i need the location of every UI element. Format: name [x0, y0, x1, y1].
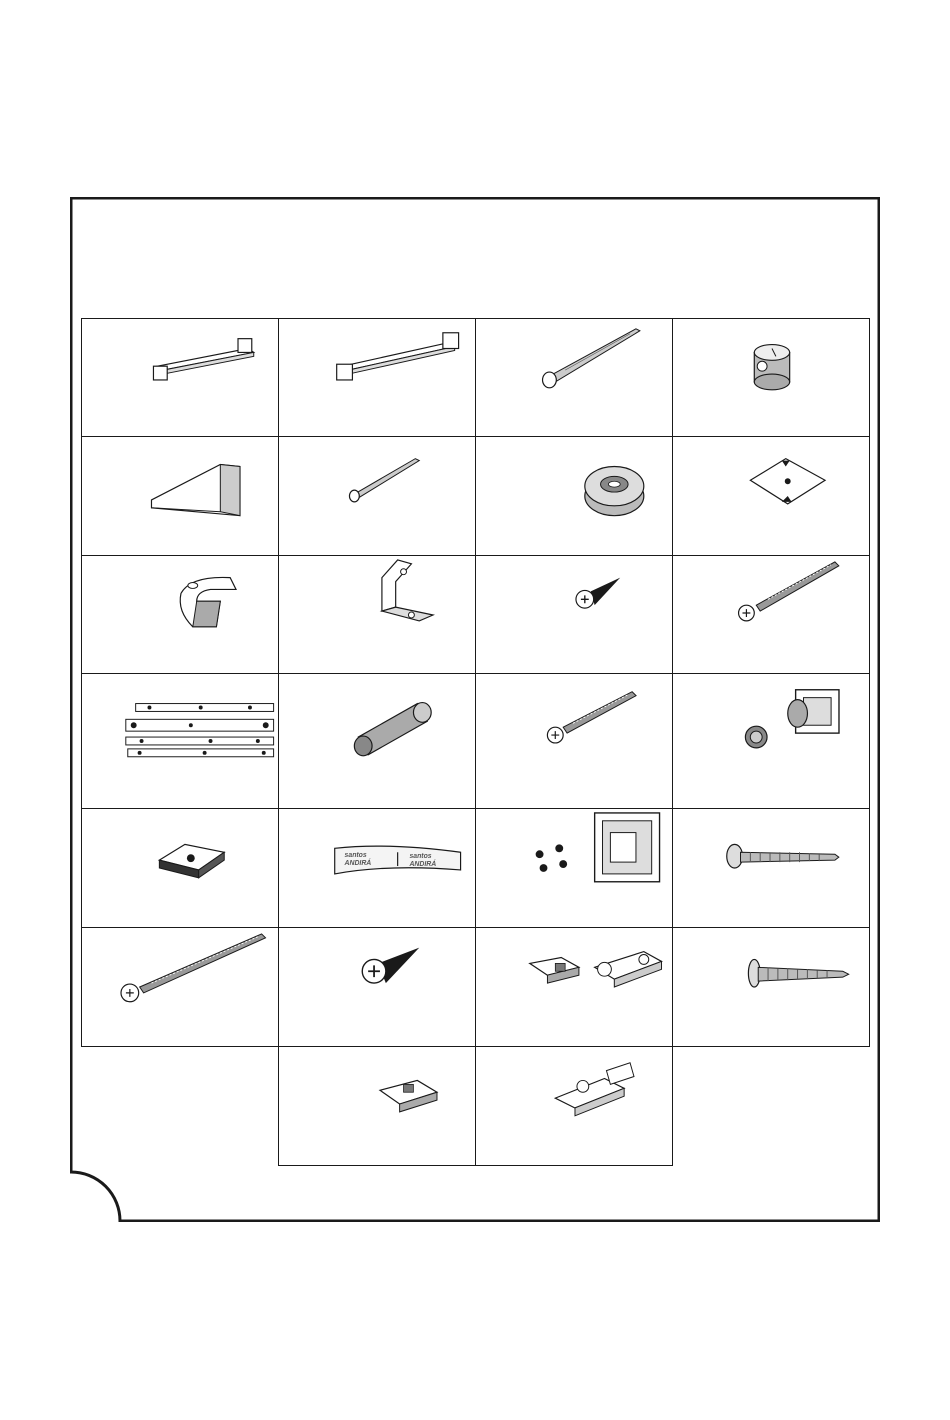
- part-cell: [672, 318, 870, 437]
- part-cell: [475, 318, 673, 437]
- part-cell: [81, 555, 279, 674]
- long-wood-screw-icon: [82, 928, 278, 1046]
- part-cell: [672, 436, 870, 556]
- part-cell: [475, 555, 673, 674]
- part-cell: [278, 808, 476, 928]
- sticker-brand-right-top: santos: [409, 853, 432, 861]
- short-screw-icon: [476, 556, 672, 673]
- nail-long-icon: [476, 319, 672, 436]
- sticker-brand-right-bottom: ANDIRÁ: [409, 861, 437, 869]
- sticker-label-icon: [279, 809, 475, 927]
- black-screw-icon: [279, 928, 475, 1046]
- part-cell: [672, 808, 870, 928]
- cam-lock-icon: [673, 319, 869, 436]
- part-cell: [475, 436, 673, 556]
- pan-head-screw-icon: [673, 809, 869, 927]
- hinge-cup-icon: [476, 1047, 672, 1165]
- hinge-pair-icon: [476, 928, 672, 1046]
- part-cell: [672, 555, 870, 674]
- part-cell: [475, 1046, 673, 1166]
- long-screw-icon: [673, 556, 869, 673]
- part-cell: [475, 673, 673, 809]
- part-cell: [278, 927, 476, 1047]
- wood-dowel-icon: [279, 674, 475, 808]
- wedge-icon: [82, 437, 278, 555]
- part-cell: [475, 927, 673, 1047]
- part-cell: [475, 808, 673, 928]
- parts-sheet: [70, 197, 880, 1222]
- sticker-brand-left-top: santos: [344, 852, 367, 860]
- cover-plate-screws-icon: [476, 809, 672, 927]
- part-cell: [81, 927, 279, 1047]
- part-cell: [81, 436, 279, 556]
- angle-bracket-icon: [279, 556, 475, 673]
- part-cell: [278, 436, 476, 556]
- part-cell: [278, 673, 476, 809]
- magnetic-catch-icon: [673, 674, 869, 808]
- part-cell: [81, 318, 279, 437]
- part-cell: [278, 555, 476, 674]
- drawer-slides-icon: [82, 674, 278, 808]
- part-cell: [672, 927, 870, 1047]
- sticker-brand-left-bottom: ANDIRÁ: [344, 860, 372, 868]
- part-cell: [278, 318, 476, 437]
- screw-icon: [476, 674, 672, 808]
- part-cell: [81, 808, 279, 928]
- hinge-base-icon: [279, 1047, 475, 1165]
- corner-plate-icon: [673, 437, 869, 555]
- part-cell: [278, 1046, 476, 1166]
- handle-short-icon: [82, 319, 278, 436]
- handle-long-icon: [279, 319, 475, 436]
- nail-small-icon: [279, 437, 475, 555]
- washer-head-screw-icon: [673, 928, 869, 1046]
- part-cell: [81, 673, 279, 809]
- rod-support-icon: [82, 556, 278, 673]
- shelf-clip-icon: [82, 809, 278, 927]
- furniture-wheel-icon: [476, 437, 672, 555]
- part-cell: [672, 673, 870, 809]
